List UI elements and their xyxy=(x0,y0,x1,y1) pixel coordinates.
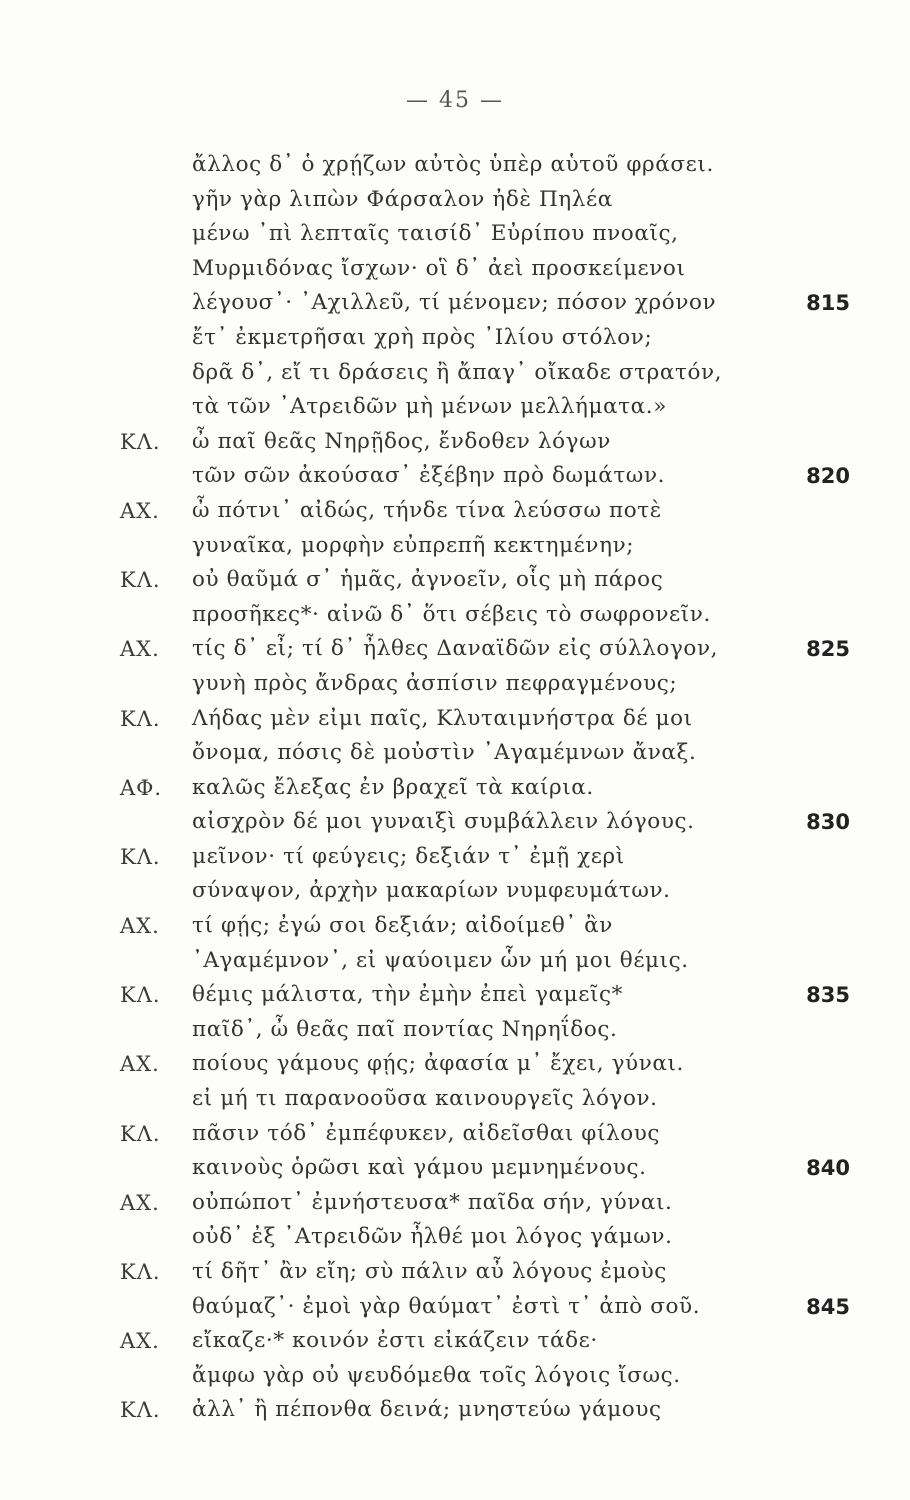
verse-line xyxy=(0,978,910,1013)
verse-line xyxy=(0,425,910,460)
line-number: 835 xyxy=(806,983,850,1008)
speaker-label: ΚΛ. xyxy=(120,568,161,593)
line-number: 820 xyxy=(806,464,850,489)
verse-line xyxy=(0,321,910,356)
verse-line xyxy=(0,736,910,771)
verse-line xyxy=(0,1359,910,1394)
verse-line xyxy=(0,805,910,840)
page-number: — 45 — xyxy=(406,88,504,113)
verse-line xyxy=(0,148,910,183)
speaker-label: ΑΧ. xyxy=(120,498,160,523)
verse-line xyxy=(0,771,910,806)
verse-text: τῶν σῶν ἀκούσασ᾽ ἐξέβην πρὸ δωμάτων. xyxy=(192,463,666,489)
verse-line xyxy=(0,909,910,944)
verse-text: σύναψον, ἀρχὴν μακαρίων νυμφευμάτων. xyxy=(192,878,671,904)
verse-text: δρᾶ δ᾽, εἴ τι δράσεις ἢ ἄπαγ᾽ οἴκαδε στρατόν, xyxy=(192,359,723,385)
verse-text: οὐ θαῦμά σ᾽ ἡμᾶς, ἀγνοεῖν, οἷς μὴ πάρος xyxy=(192,567,664,593)
verse-text: ἄλλος δ᾽ ὁ χρῄζων αὐτὸς ὑπὲρ αὑτοῦ φράσει. xyxy=(192,152,714,177)
verse-text: ἄμφω γὰρ οὐ ψευδόμεθα τοῖς λόγοις ἴσως. xyxy=(192,1362,681,1388)
verse-line xyxy=(0,217,910,252)
verse-line xyxy=(0,944,910,979)
verse-text: ἀλλ᾽ ἢ πέπονθα δεινά; μνηστεύω γάμους xyxy=(192,1397,662,1423)
verse-line xyxy=(0,1186,910,1221)
verse-line xyxy=(0,183,910,218)
verse-line xyxy=(0,1047,910,1082)
speaker-label: ΑΧ. xyxy=(120,1329,160,1354)
verse-text: γυναῖκα, μορφὴν εὐπρεπῆ κεκτημένην; xyxy=(192,532,635,558)
speaker-label: ΚΛ. xyxy=(120,1398,161,1423)
verse-line xyxy=(0,1324,910,1359)
verse-line xyxy=(0,874,910,909)
verse-text: πᾶσιν τόδ᾽ ἐμπέφυκεν, αἰδεῖσθαι φίλους xyxy=(192,1120,661,1146)
verse-text: γῆν γὰρ λιπὼν Φάρσαλον ἠδὲ Πηλέα xyxy=(192,186,613,212)
verse-text: οὐπώποτ᾽ ἐμνήστευσα* παῖδα σήν, γύναι. xyxy=(192,1189,673,1215)
verse-line xyxy=(0,494,910,529)
verse-text: Μυρμιδόνας ἴσχων· οἳ δ᾽ ἀεὶ προσκείμενοι xyxy=(192,255,686,281)
verse-line xyxy=(0,1290,910,1325)
speaker-label: ΚΛ. xyxy=(120,1260,161,1284)
verse-line xyxy=(0,529,910,564)
verse-text: οὐδ᾽ ἐξ ᾽Ατρειδῶν ἦλθέ μοι λόγος γάμων. xyxy=(192,1224,673,1250)
verse-line xyxy=(0,390,910,425)
verse-text: θαύμαζ᾽· ἐμοὶ γὰρ θαύματ᾽ ἐστὶ τ᾽ ἀπὸ σοῦ. xyxy=(192,1293,701,1319)
speaker-label: ΚΛ. xyxy=(120,1121,161,1146)
verse-line xyxy=(0,459,910,494)
verse-text: αἰσχρὸν δέ μοι γυναιξὶ συμβάλλειν λόγους. xyxy=(192,809,695,835)
verse-text: λέγουσ᾽· ᾽Αχιλλεῦ, τί μένομεν; πόσον χρόνον xyxy=(192,290,717,316)
speaker-label: ΑΧ. xyxy=(120,1052,160,1077)
verse-text: τίς δ᾽ εἶ; τί δ᾽ ἦλθες Δαναϊδῶν εἰς σύλλογον, xyxy=(192,636,719,662)
verse-line xyxy=(0,1220,910,1255)
line-number: 830 xyxy=(806,810,850,835)
line-number: 825 xyxy=(806,637,850,662)
speaker-label: ΚΛ. xyxy=(120,983,161,1008)
line-number: 840 xyxy=(806,1156,850,1181)
verse-line xyxy=(0,563,910,598)
verse-line xyxy=(0,1013,910,1048)
verse-text: εἴκαζε·* κοινόν ἐστι εἰκάζειν τάδε· xyxy=(192,1328,598,1354)
speaker-label: ΑΧ. xyxy=(120,914,160,939)
verse-text: ᾽Αγαμέμνον᾽, εἰ ψαύοιμεν ὧν μή μοι θέμις. xyxy=(192,947,689,973)
verse-text: ἔτ᾽ ἐκμετρῆσαι χρὴ πρὸς ᾽Ιλίου στόλον; xyxy=(192,324,653,350)
verse-line xyxy=(0,667,910,702)
verse-line xyxy=(0,598,910,633)
verse-text: παῖδ᾽, ὦ θεᾶς παῖ ποντίας Νηρηΐδος. xyxy=(192,1016,618,1042)
verse-line xyxy=(0,356,910,391)
verse-line xyxy=(0,840,910,875)
verse-text: Λήδας μὲν εἰμι παῖς, Κλυταιμνήστρα δέ μοι xyxy=(192,705,693,731)
verse-line xyxy=(0,286,910,321)
verse-text: τὰ τῶν ᾽Ατρειδῶν μὴ μένων μελλήματα.» xyxy=(192,394,667,420)
verse-text: τί δῆτ᾽ ἂν εἴη; σὺ πάλιν αὖ λόγους ἐμοὺς xyxy=(192,1259,667,1284)
speaker-label: ΑΧ. xyxy=(120,1190,160,1215)
verse-block xyxy=(0,148,910,1428)
verse-text: εἰ μή τι παρανοοῦσα καινουργεῖς λόγον. xyxy=(192,1086,658,1112)
verse-text: γυνὴ πρὸς ἄνδρας ἀσπίσιν πεφραγμένους; xyxy=(192,670,678,696)
verse-text: μένω ᾽πὶ λεπταῖς ταισίδ᾽ Εὐρίπου πνοαῖς, xyxy=(192,221,679,247)
verse-text: θέμις μάλιστα, τὴν ἐμὴν ἐπεὶ γαμεῖς* xyxy=(192,982,624,1008)
speaker-label: ΚΛ. xyxy=(120,429,161,454)
verse-line xyxy=(0,702,910,737)
speaker-label: ΑΧ. xyxy=(120,637,160,662)
line-number: 845 xyxy=(806,1294,850,1319)
verse-text: ὦ παῖ θεᾶς Νηρῇδος, ἔνδοθεν λόγων xyxy=(192,428,611,454)
verse-text: καλῶς ἔλεξας ἐν βραχεῖ τὰ καίρια. xyxy=(192,774,594,800)
verse-text: ποίους γάμους φῄς; ἀφασία μ᾽ ἔχει, γύναι. xyxy=(192,1051,684,1077)
verse-line xyxy=(0,1255,910,1290)
verse-text: προσῆκες*· αἰνῶ δ᾽ ὅτι σέβεις τὸ σωφρονεῖν. xyxy=(192,601,711,627)
verse-line xyxy=(0,1117,910,1152)
verse-text: καινοὺς ὁρῶσι καὶ γάμου μεμνημένους. xyxy=(192,1155,647,1181)
verse-line xyxy=(0,632,910,667)
verse-line xyxy=(0,1393,910,1428)
verse-line xyxy=(0,1151,910,1186)
verse-text: τί φῄς; ἐγώ σοι δεξιάν; αἰδοίμεθ᾽ ἂν xyxy=(192,913,613,939)
speaker-label: ΑΦ. xyxy=(120,775,163,800)
verse-line xyxy=(0,1082,910,1117)
speaker-label: ΚΛ. xyxy=(120,844,161,869)
verse-text: ὄνομα, πόσις δὲ μοὐστὶν ᾽Αγαμέμνων ἄναξ. xyxy=(192,740,697,766)
verse-text: ὦ πότνι᾽ αἰδώς, τήνδε τίνα λεύσσω ποτὲ xyxy=(192,497,662,523)
verse-text: μεῖνον· τί φεύγεις; δεξιάν τ᾽ ἐμῇ χερὶ xyxy=(192,843,625,869)
speaker-label: ΚΛ. xyxy=(120,706,161,731)
verse-line xyxy=(0,252,910,287)
line-number: 815 xyxy=(806,291,850,316)
